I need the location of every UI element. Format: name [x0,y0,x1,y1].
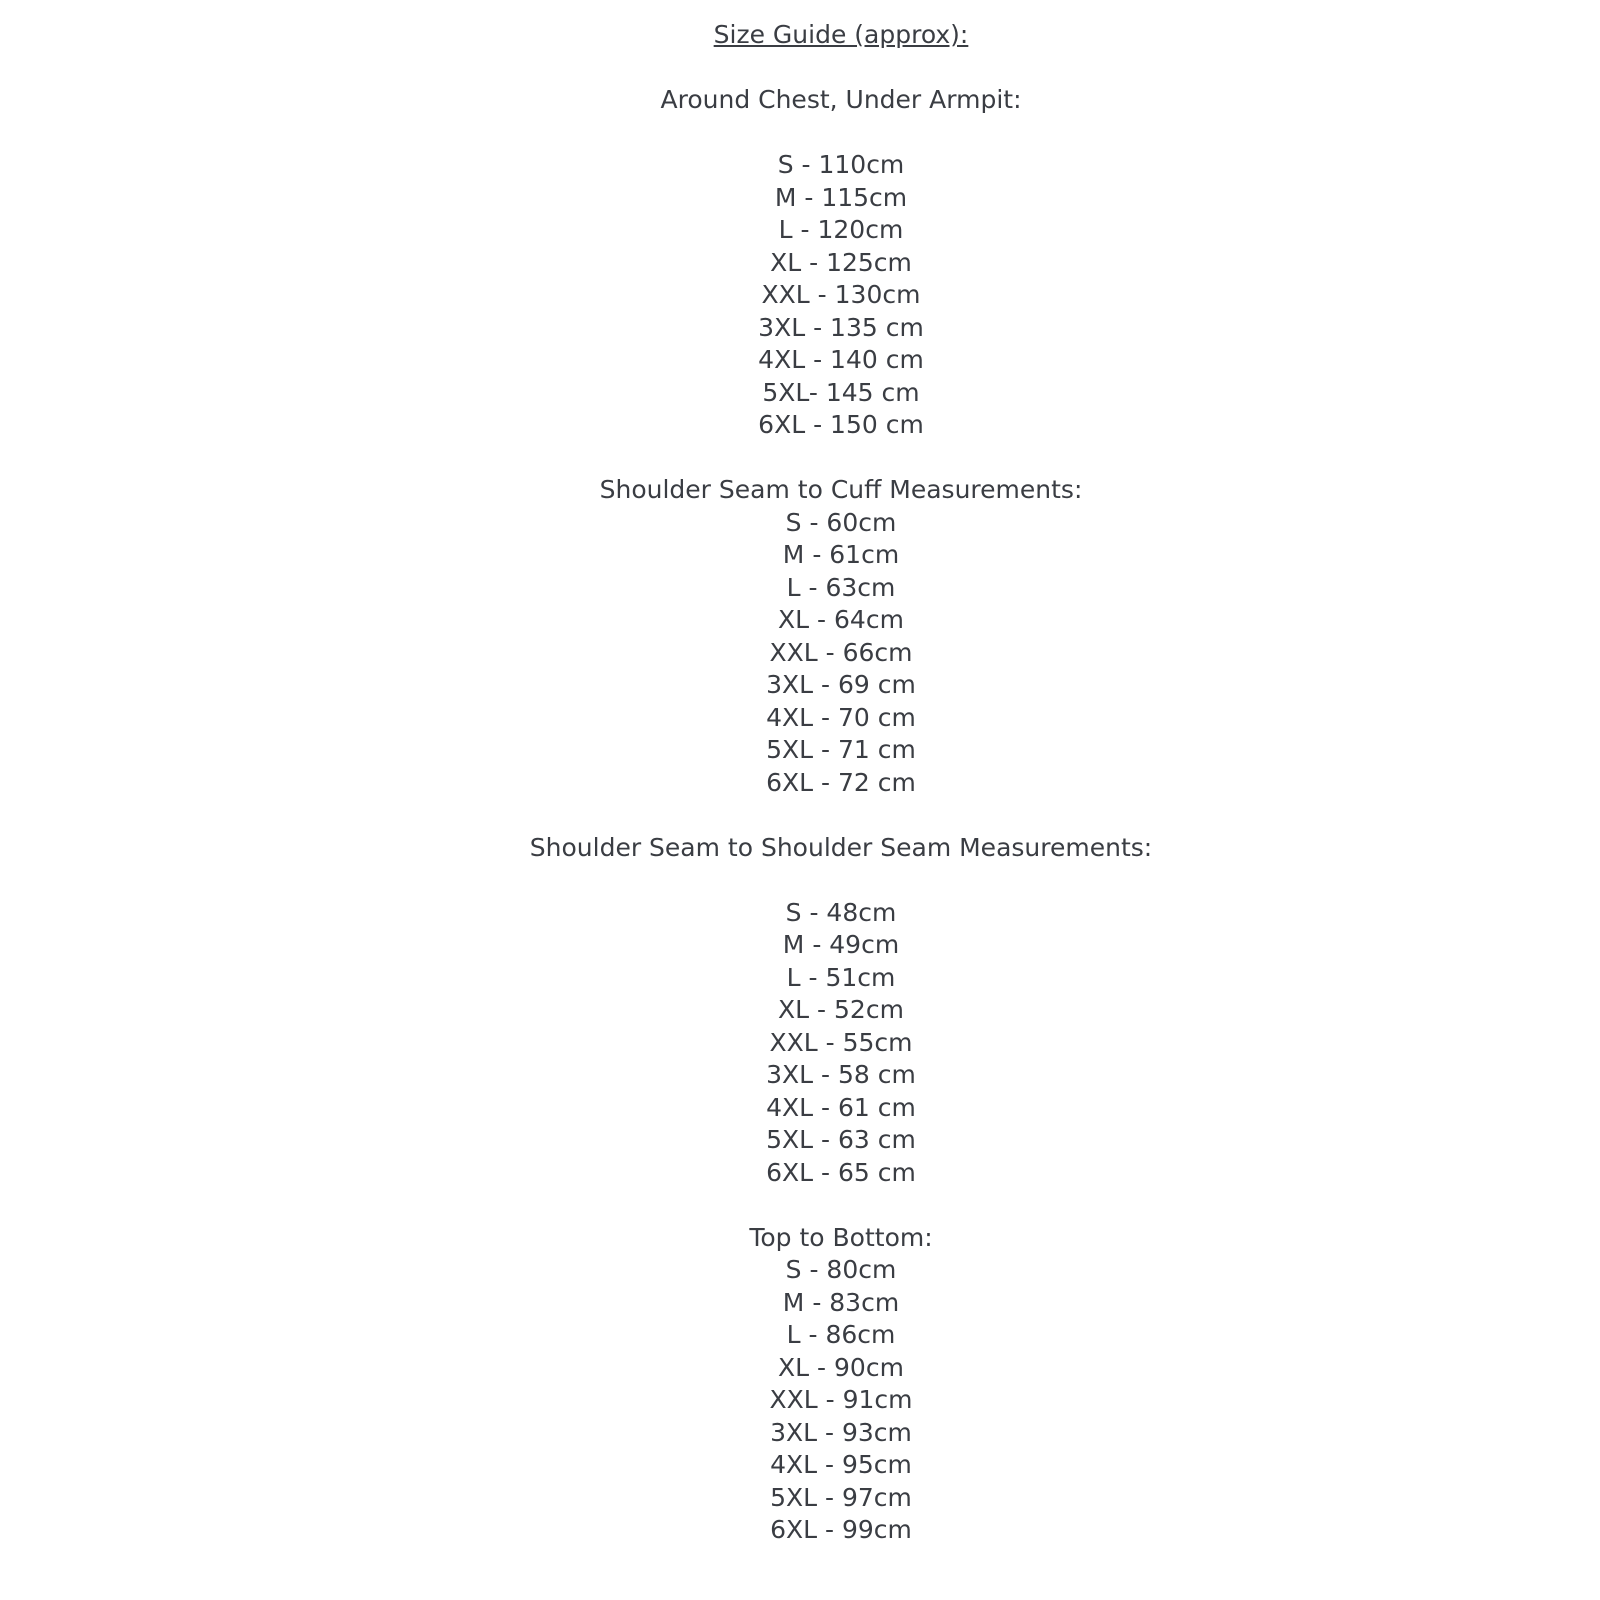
size-section [82,1222,1600,1547]
page-title: Size Guide (approx): [713,20,969,49]
size-item: 4XL - 140 cm [758,345,924,374]
section-heading: Top to Bottom: [749,1222,933,1252]
size-section [82,832,1600,1190]
section-heading: Shoulder Seam to Cuff Measurements: [599,475,1083,504]
size-item: M - 61cm [782,540,900,569]
size-item: XXL - 55cm [769,1027,913,1057]
size-item: 3XL - 58 cm [766,1060,916,1089]
size-item: M - 115cm [774,182,908,212]
size-item: L - 120cm [778,215,904,244]
size-item: 4XL - 95cm [770,1450,912,1479]
size-list [82,897,1600,1190]
size-list [82,1254,1600,1547]
sections-container [82,84,1600,1547]
section-heading: Around Chest, Under Armpit: [660,85,1022,114]
size-item: XL - 90cm [778,1352,904,1382]
size-item: M - 49cm [782,930,900,959]
section-heading: Shoulder Seam to Shoulder Seam Measurements: [529,832,1153,862]
size-item: 3XL - 135 cm [758,312,924,342]
size-item: L - 86cm [786,1320,896,1349]
size-item: 4XL - 61 cm [766,1092,916,1122]
size-item: 4XL - 70 cm [766,702,916,732]
size-item: 3XL - 93cm [770,1417,912,1447]
size-section [82,474,1600,799]
size-item: 3XL - 69 cm [766,670,916,699]
size-item: XL - 64cm [778,605,904,634]
size-item: XL - 125cm [770,247,912,277]
size-item: 5XL - 71 cm [766,735,916,764]
size-list [82,507,1600,800]
size-item: S - 60cm [785,507,897,537]
size-item: L - 51cm [786,962,896,992]
size-item: S - 110cm [777,150,905,179]
size-list [82,149,1600,442]
size-item: 6XL - 72 cm [766,767,916,797]
size-item: 6XL - 65 cm [766,1157,916,1187]
size-item: XXL - 130cm [761,280,921,309]
size-item: S - 80cm [785,1255,897,1284]
size-item: 5XL - 63 cm [766,1125,916,1154]
size-item: XXL - 66cm [769,637,913,667]
size-item: 6XL - 99cm [770,1515,912,1544]
size-item: 5XL - 97cm [770,1482,912,1512]
size-item: M - 83cm [782,1287,900,1317]
size-item: XL - 52cm [778,995,904,1024]
size-item: XXL - 91cm [769,1385,913,1414]
size-item: 6XL - 150 cm [758,410,924,439]
size-item: L - 63cm [786,572,896,602]
size-item: 5XL- 145 cm [762,377,920,407]
size-item: S - 48cm [785,897,897,927]
size-section [82,84,1600,442]
